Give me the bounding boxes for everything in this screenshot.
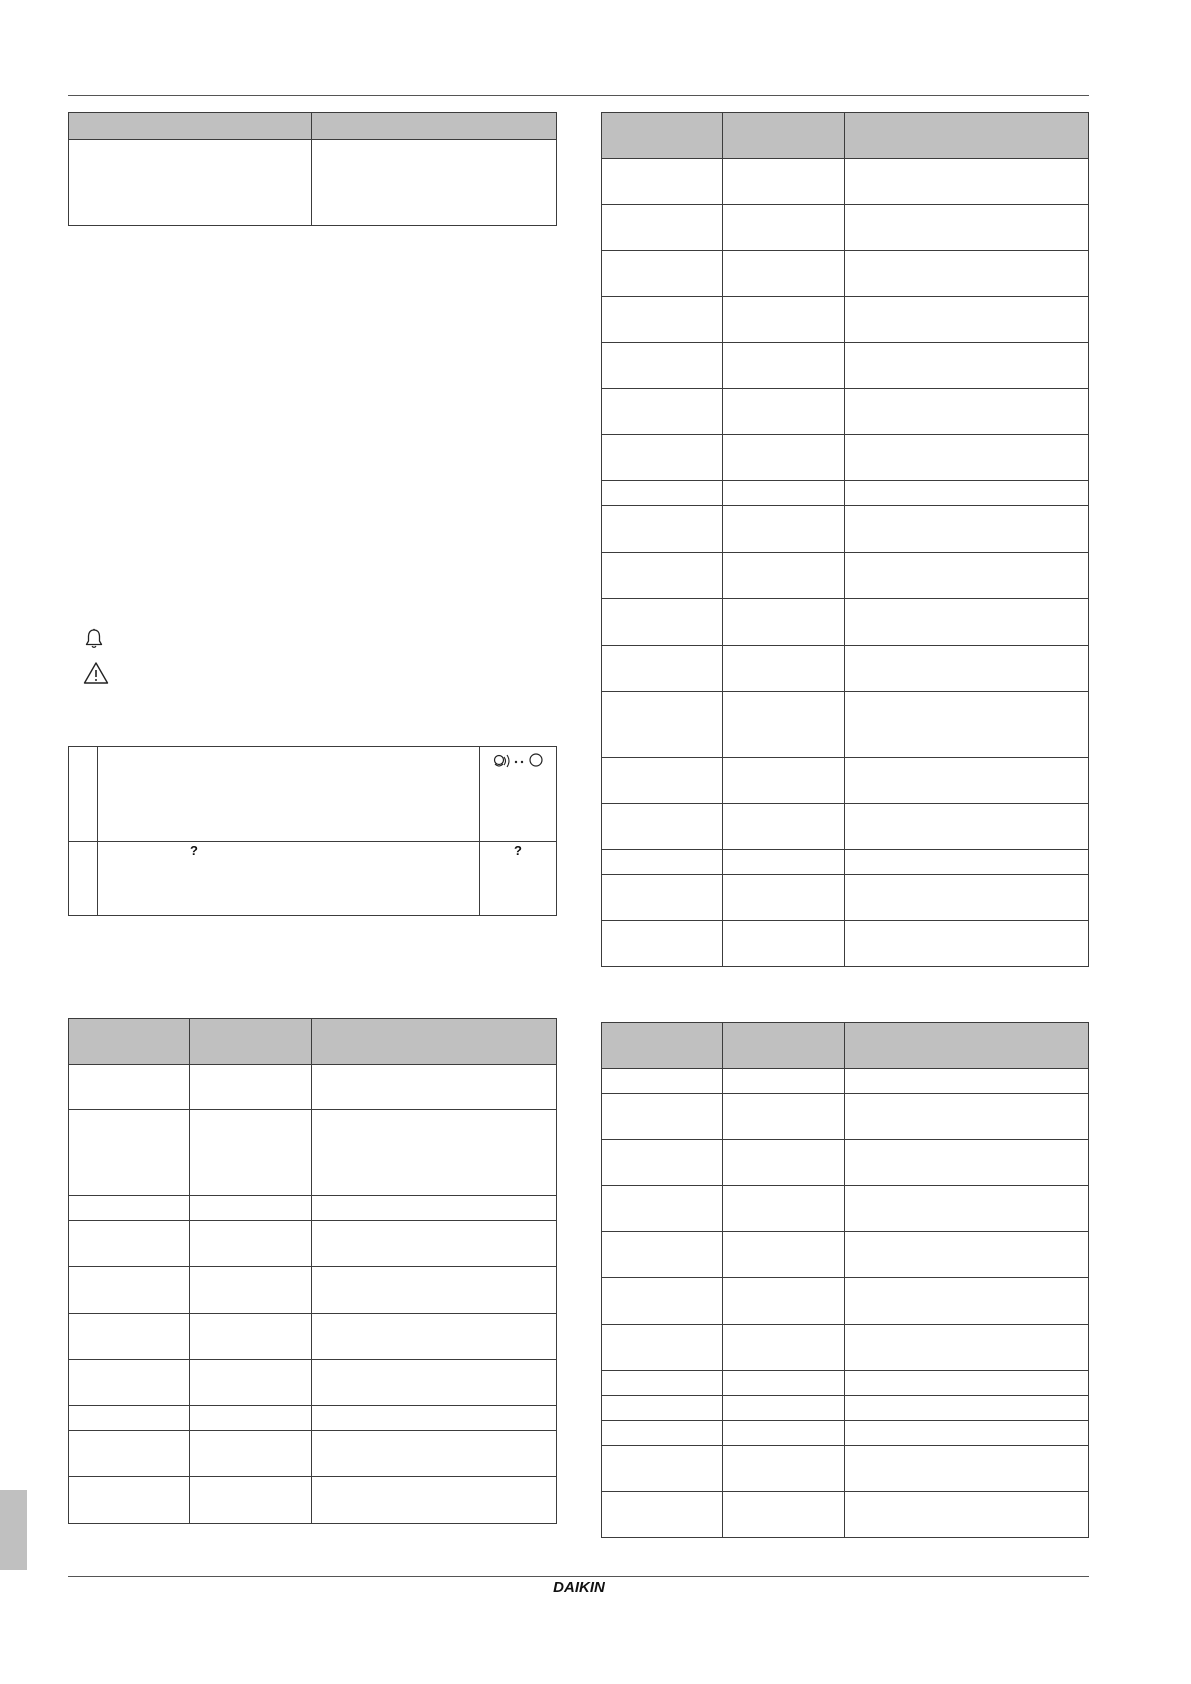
header-cell [312, 113, 557, 140]
table-row [602, 251, 1089, 297]
header-cell [312, 1019, 557, 1065]
table-cell [602, 1278, 723, 1325]
table-cell [845, 506, 1089, 553]
table-cell [723, 251, 845, 297]
table-bottom-left [68, 1018, 557, 1524]
table-cell [312, 1267, 557, 1314]
table-row [602, 804, 1089, 850]
table-cell [602, 389, 723, 435]
table-cell [845, 1325, 1089, 1371]
table-cell [602, 646, 723, 692]
table-row [602, 1371, 1089, 1396]
table-row [602, 1325, 1089, 1371]
table-cell [723, 1232, 845, 1278]
table-cell [845, 646, 1089, 692]
table-row [69, 842, 557, 916]
table-row [69, 1110, 557, 1196]
table-cell [845, 1278, 1089, 1325]
table-cell [602, 1325, 723, 1371]
table-cell [602, 553, 723, 599]
table-header-row [602, 113, 1089, 159]
table-cell [723, 1069, 845, 1094]
table-row [602, 1396, 1089, 1421]
table-cell [602, 435, 723, 481]
table-cell [845, 205, 1089, 251]
table-cell [723, 1446, 845, 1492]
table-cell [602, 1094, 723, 1140]
table-cell [845, 692, 1089, 758]
table-cell [723, 1492, 845, 1538]
table-cell [190, 1065, 312, 1110]
table-cell [723, 159, 845, 205]
table-cell [312, 1477, 557, 1524]
help-icon: ? [514, 843, 522, 858]
table-cell [723, 1186, 845, 1232]
table-row [69, 747, 557, 842]
table-cell [190, 1360, 312, 1406]
table-cell [845, 1492, 1089, 1538]
table-row [69, 1477, 557, 1524]
table-row [69, 1360, 557, 1406]
table-cell [845, 389, 1089, 435]
table-cell [312, 1406, 557, 1431]
table-cell [602, 1186, 723, 1232]
table-cell [845, 921, 1089, 967]
wireless-icon [492, 752, 544, 770]
header-cell [190, 1019, 312, 1065]
table-cell [190, 1110, 312, 1196]
table-cell [312, 1360, 557, 1406]
table-cell [723, 506, 845, 553]
table-row [69, 1196, 557, 1221]
table-top-left [68, 112, 557, 226]
table-cell [845, 1396, 1089, 1421]
table-row [602, 646, 1089, 692]
table-row [602, 875, 1089, 921]
table-row [69, 140, 557, 226]
table-cell [602, 1232, 723, 1278]
icon-legend-table [68, 746, 557, 916]
table-cell [69, 1221, 190, 1267]
table-cell [312, 1314, 557, 1360]
table-row [602, 435, 1089, 481]
table-cell [602, 850, 723, 875]
table-cell [602, 251, 723, 297]
table-cell [723, 297, 845, 343]
header-cell [602, 113, 723, 159]
table-cell [69, 1196, 190, 1221]
table-row [69, 1314, 557, 1360]
table-cell [723, 205, 845, 251]
table-row [602, 1278, 1089, 1325]
table-row [602, 1232, 1089, 1278]
daikin-logo-text: DAIKIN [553, 1579, 605, 1595]
table-cell [845, 1186, 1089, 1232]
table-cell [602, 921, 723, 967]
table-cell [312, 1431, 557, 1477]
table-cell [312, 1065, 557, 1110]
table-cell [723, 481, 845, 506]
table-row [602, 758, 1089, 804]
table-row [69, 1431, 557, 1477]
table-cell [723, 435, 845, 481]
table-row [602, 481, 1089, 506]
table-row [602, 1140, 1089, 1186]
table-cell [602, 1371, 723, 1396]
table-cell [845, 1094, 1089, 1140]
table-row [602, 389, 1089, 435]
table-cell [845, 875, 1089, 921]
table-cell [602, 758, 723, 804]
table-cell [845, 850, 1089, 875]
header-cell [723, 113, 845, 159]
table-cell [723, 1325, 845, 1371]
footer-rule [68, 1576, 1089, 1577]
table-cell [723, 1094, 845, 1140]
table-row [602, 1094, 1089, 1140]
table-row [602, 205, 1089, 251]
table-cell [602, 1421, 723, 1446]
table-cell [602, 599, 723, 646]
table-cell [845, 1069, 1089, 1094]
table-cell [845, 1446, 1089, 1492]
table-cell [845, 297, 1089, 343]
table-bottom-right [601, 1022, 1089, 1538]
table-cell [723, 646, 845, 692]
table-row [602, 1421, 1089, 1446]
table-cell [723, 343, 845, 389]
table-cell [723, 599, 845, 646]
table-row [602, 297, 1089, 343]
table-header-row [69, 113, 557, 140]
table-top-right [601, 112, 1089, 967]
table-cell [723, 921, 845, 967]
table-cell [69, 1267, 190, 1314]
table-row [602, 159, 1089, 205]
table-header-row [602, 1023, 1089, 1069]
table-cell [845, 159, 1089, 205]
table-row [69, 1221, 557, 1267]
table-cell [723, 758, 845, 804]
table-cell [602, 1446, 723, 1492]
table-cell [190, 1406, 312, 1431]
table-cell [845, 804, 1089, 850]
table-cell [845, 481, 1089, 506]
warning-icon [83, 661, 109, 685]
header-cell [845, 1023, 1089, 1069]
table-cell [602, 205, 723, 251]
table-cell [845, 435, 1089, 481]
table-cell [723, 1140, 845, 1186]
table-cell [723, 850, 845, 875]
daikin-logo [538, 1578, 620, 1595]
table-cell [723, 1396, 845, 1421]
bell-icon [84, 628, 104, 650]
table-cell [602, 1396, 723, 1421]
table-row [602, 921, 1089, 967]
table-cell [602, 1140, 723, 1186]
table-cell [312, 140, 557, 226]
table-row [602, 506, 1089, 553]
table-cell [723, 1421, 845, 1446]
table-cell [602, 297, 723, 343]
table-cell [723, 389, 845, 435]
table-cell [602, 1069, 723, 1094]
table-cell [602, 159, 723, 205]
table-cell [723, 1371, 845, 1396]
header-cell [723, 1023, 845, 1069]
table-row [602, 692, 1089, 758]
table-row [602, 1446, 1089, 1492]
chapter-side-tab [0, 1490, 27, 1570]
table-cell [845, 343, 1089, 389]
table-cell [190, 1431, 312, 1477]
help-mark: ? [190, 843, 198, 858]
table-cell [723, 875, 845, 921]
table-cell [602, 343, 723, 389]
table-row [602, 850, 1089, 875]
table-cell [845, 1371, 1089, 1396]
table-cell [845, 251, 1089, 297]
table-cell [69, 1406, 190, 1431]
table-row [602, 1186, 1089, 1232]
table-cell [480, 747, 557, 842]
table-row [69, 1406, 557, 1431]
table-row [69, 1065, 557, 1110]
table-cell [69, 1065, 190, 1110]
table-cell [190, 1477, 312, 1524]
table-cell [69, 1431, 190, 1477]
table-cell [845, 1232, 1089, 1278]
table-cell [723, 804, 845, 850]
table-cell [69, 1110, 190, 1196]
header-cell [69, 113, 312, 140]
table-row [602, 1492, 1089, 1538]
header-cell [69, 1019, 190, 1065]
table-cell [69, 747, 98, 842]
table-row [69, 1267, 557, 1314]
table-cell [312, 1221, 557, 1267]
table-cell [602, 875, 723, 921]
table-cell [312, 1196, 557, 1221]
table-cell [312, 1110, 557, 1196]
table-cell [98, 747, 480, 842]
table-cell [69, 140, 312, 226]
table-cell [723, 692, 845, 758]
table-cell [845, 599, 1089, 646]
table-cell [190, 1221, 312, 1267]
table-cell [69, 1477, 190, 1524]
table-header-row [69, 1019, 557, 1065]
table-cell [723, 553, 845, 599]
table-cell [845, 1140, 1089, 1186]
header-cell [602, 1023, 723, 1069]
header-cell [845, 113, 1089, 159]
table-cell [190, 1314, 312, 1360]
table-cell [723, 1278, 845, 1325]
table-cell [602, 804, 723, 850]
table-row [602, 1069, 1089, 1094]
table-cell [190, 1196, 312, 1221]
table-cell [845, 1421, 1089, 1446]
table-cell [602, 481, 723, 506]
table-cell [602, 1492, 723, 1538]
table-cell [480, 842, 557, 916]
table-cell [845, 758, 1089, 804]
table-cell [845, 553, 1089, 599]
table-row [602, 343, 1089, 389]
table-cell [69, 1314, 190, 1360]
table-cell [602, 692, 723, 758]
table-cell [98, 842, 480, 916]
table-cell [602, 506, 723, 553]
header-rule [68, 95, 1089, 96]
table-row [602, 599, 1089, 646]
table-row [602, 553, 1089, 599]
table-cell [190, 1267, 312, 1314]
table-cell [69, 1360, 190, 1406]
table-cell [69, 842, 98, 916]
